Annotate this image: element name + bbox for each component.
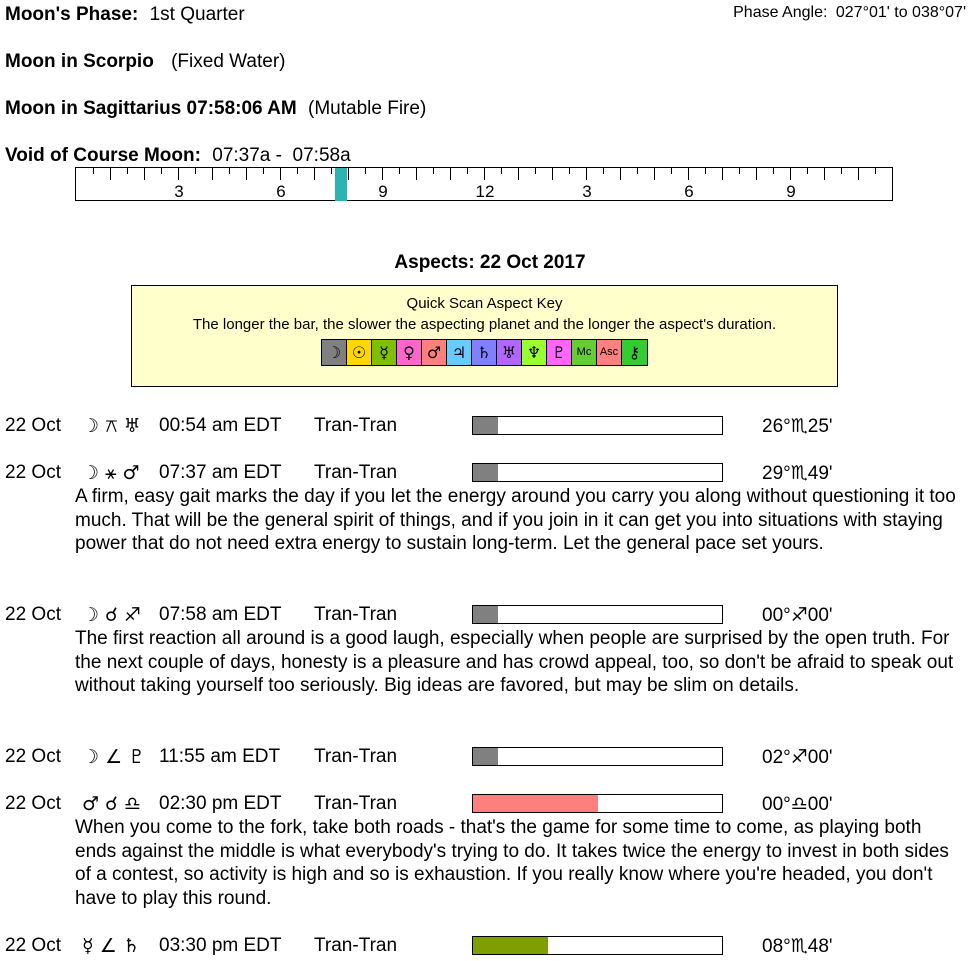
moon-sign-quality: (Mutable Fire) [308, 98, 427, 119]
timeline-tick [875, 168, 876, 174]
timeline-tick [586, 168, 587, 180]
aspect-symbols: ☽ ⚹ ♂ [82, 462, 140, 484]
aspect-duration-fill [473, 606, 498, 623]
ascendant-icon: Asc [597, 340, 622, 365]
timeline-tick [416, 168, 417, 180]
phase-angle-value: 027°01' to 038°07' [835, 4, 966, 21]
aspect-interpretation: A firm, easy gait marks the day if you let the energy around you carry you along without questioning it too much. That will be the general spirit of things, and if you join in it can get you into situations with staying power that do not need extra energy to sustain long-term. Let the general pace set yours. [75, 486, 956, 554]
aspect-type: Tran-Tran [314, 604, 398, 625]
aspect-interpretation: When you come to the fork, take both roads - that's the game for some time to come, as playing both ends against the middle is what everybody's trying to do. It takes twice the energy to invest in both sides of a contest, so activity is high and so is exhaustion. If you really know where you're headed, you don't have to play this round. [75, 817, 949, 909]
aspect-duration-fill [473, 937, 548, 954]
timeline-tick [484, 168, 485, 180]
aspect-time: 00:54 am EDT [159, 415, 282, 436]
timeline-tick [161, 168, 162, 174]
aspect-date: 22 Oct [5, 793, 61, 814]
aspect-degree: 02°♐00' [762, 747, 833, 768]
pluto-icon: ♇ [547, 340, 572, 365]
timeline-hour-label: 6 [684, 182, 694, 201]
aspect-time: 07:37 am EDT [159, 462, 282, 483]
timeline-tick [433, 168, 434, 174]
aspect-degree: 26°♏25' [762, 416, 833, 437]
voc-timeline [75, 167, 893, 201]
moon-phase-value: 1st Quarter [149, 4, 245, 25]
aspect-type: Tran-Tran [314, 793, 398, 814]
timeline-tick [637, 168, 638, 174]
timeline-tick [807, 168, 808, 174]
timeline-tick [705, 168, 706, 174]
aspect-type: Tran-Tran [314, 462, 398, 483]
timeline-tick [144, 168, 145, 180]
aspect-duration-bar [472, 936, 723, 955]
aspect-symbols: ☽ ∠ ♇ [82, 746, 146, 768]
moon-sign-label: Moon in Sagittarius 07:58:06 AM [5, 98, 297, 119]
timeline-tick [518, 168, 519, 180]
timeline-hour-label: 9 [378, 182, 388, 201]
voc-label: Void of Course Moon: [5, 145, 201, 166]
timeline-tick [382, 168, 383, 180]
timeline-tick [824, 168, 825, 180]
mercury-icon: ☿ [372, 340, 397, 365]
saturn-icon: ♄ [472, 340, 497, 365]
timeline-tick [399, 168, 400, 174]
phase-angle-label: Phase Angle: [733, 4, 828, 21]
aspect-time: 11:55 am EDT [159, 746, 281, 767]
timeline-tick [501, 168, 502, 174]
timeline-tick [314, 168, 315, 180]
venus-icon: ♀ [397, 340, 422, 365]
timeline-tick [467, 168, 468, 174]
phase-angle [733, 4, 966, 22]
aspect-symbols: ☽ ⚻ ♅ [82, 415, 141, 437]
moon-sign-sagittarius [5, 98, 426, 120]
aspect-duration-bar [472, 416, 723, 435]
timeline-tick [195, 168, 196, 174]
timeline-tick [569, 168, 570, 174]
aspect-duration-bar [472, 794, 723, 813]
aspect-date: 22 Oct [5, 415, 61, 436]
timeline-hour-label: 3 [174, 182, 184, 201]
timeline-tick [654, 168, 655, 180]
aspect-date: 22 Oct [5, 935, 61, 956]
aspect-degree: 00°♐00' [762, 605, 833, 626]
timeline-tick [450, 168, 451, 180]
aspect-symbols: ♂ ☌ ♎ [82, 793, 141, 815]
timeline-tick [212, 168, 213, 180]
timeline-tick [790, 168, 791, 180]
chiron-icon: ⚷ [622, 340, 647, 365]
moon-phase [5, 4, 245, 26]
jupiter-icon: ♃ [447, 340, 472, 365]
timeline-tick [93, 168, 94, 174]
aspect-symbols: ☿ ∠ ♄ [82, 935, 140, 957]
aspect-type: Tran-Tran [314, 415, 398, 436]
timeline-tick [246, 168, 247, 180]
aspect-degree: 29°♏49' [762, 463, 833, 484]
aspect-degree: 08°♏48' [762, 936, 833, 957]
aspect-duration-fill [473, 464, 498, 481]
aspect-duration-fill [473, 748, 498, 765]
timeline-hour-label: 3 [582, 182, 592, 201]
timeline-tick [280, 168, 281, 180]
moon-icon: ☽ [322, 340, 347, 365]
timeline-tick [671, 168, 672, 174]
aspects-title: Aspects: 22 Oct 2017 [394, 252, 586, 273]
aspect-date: 22 Oct [5, 462, 61, 483]
aspect-key-row [321, 339, 648, 366]
moon-sign-quality: (Fixed Water) [171, 51, 286, 72]
aspect-duration-fill [473, 795, 598, 812]
voc-value: 07:37a - 07:58a [212, 145, 351, 166]
timeline-tick [603, 168, 604, 174]
aspect-time: 02:30 pm EDT [159, 793, 282, 814]
timeline-tick [331, 168, 332, 174]
timeline-tick [841, 168, 842, 174]
timeline-tick [229, 168, 230, 174]
timeline-tick [535, 168, 536, 174]
aspect-date: 22 Oct [5, 746, 61, 767]
aspect-type: Tran-Tran [314, 746, 398, 767]
timeline-tick [127, 168, 128, 174]
aspect-key-title: Quick Scan Aspect Key [406, 295, 563, 312]
aspect-duration-bar [472, 747, 723, 766]
uranus-icon: ♅ [497, 340, 522, 365]
void-of-course [5, 145, 351, 167]
aspect-key-subtitle: The longer the bar, the slower the aspecting planet and the longer the aspect's duration. [192, 316, 777, 333]
aspect-time: 07:58 am EDT [159, 604, 282, 625]
timeline-tick [297, 168, 298, 174]
timeline-tick [263, 168, 264, 174]
timeline-tick [858, 168, 859, 180]
aspect-interpretation: The first reaction all around is a good laugh, especially when people are surprised by the open truth. For the next couple of days, honesty is a pleasure and has crowd appeal, too, so don't be afraid to speak out without taking yourself too seriously. Big ideas are favored, but may be slim on details. [75, 628, 954, 696]
timeline-hour-label: 9 [786, 182, 796, 201]
mars-icon: ♂ [422, 340, 447, 365]
timeline-tick [756, 168, 757, 180]
timeline-tick [688, 168, 689, 180]
aspect-duration-fill [473, 417, 498, 434]
aspect-time: 03:30 pm EDT [159, 935, 282, 956]
midheaven-icon: Mc [572, 340, 597, 365]
timeline-tick [620, 168, 621, 180]
aspect-key [131, 285, 838, 387]
timeline-tick [739, 168, 740, 174]
timeline-tick [365, 168, 366, 174]
moon-phase-label: Moon's Phase: [5, 4, 139, 25]
aspect-type: Tran-Tran [314, 935, 398, 956]
timeline-tick [773, 168, 774, 174]
aspect-symbols: ☽ ☌ ♐ [82, 604, 141, 626]
neptune-icon: ♆ [522, 340, 547, 365]
timeline-tick [722, 168, 723, 180]
sun-icon: ☉ [347, 340, 372, 365]
moon-sign-label: Moon in Scorpio [5, 51, 154, 72]
aspect-degree: 00°♎00' [762, 794, 833, 815]
timeline-tick [178, 168, 179, 180]
timeline-tick [110, 168, 111, 180]
voc-marker [335, 168, 347, 201]
moon-sign-scorpio [5, 51, 285, 73]
timeline-hour-label: 12 [475, 182, 495, 201]
timeline-tick [552, 168, 553, 180]
aspect-duration-bar [472, 463, 723, 482]
aspect-date: 22 Oct [5, 604, 61, 625]
aspect-duration-bar [472, 605, 723, 624]
timeline-hour-label: 6 [276, 182, 286, 201]
timeline-tick [348, 168, 349, 180]
